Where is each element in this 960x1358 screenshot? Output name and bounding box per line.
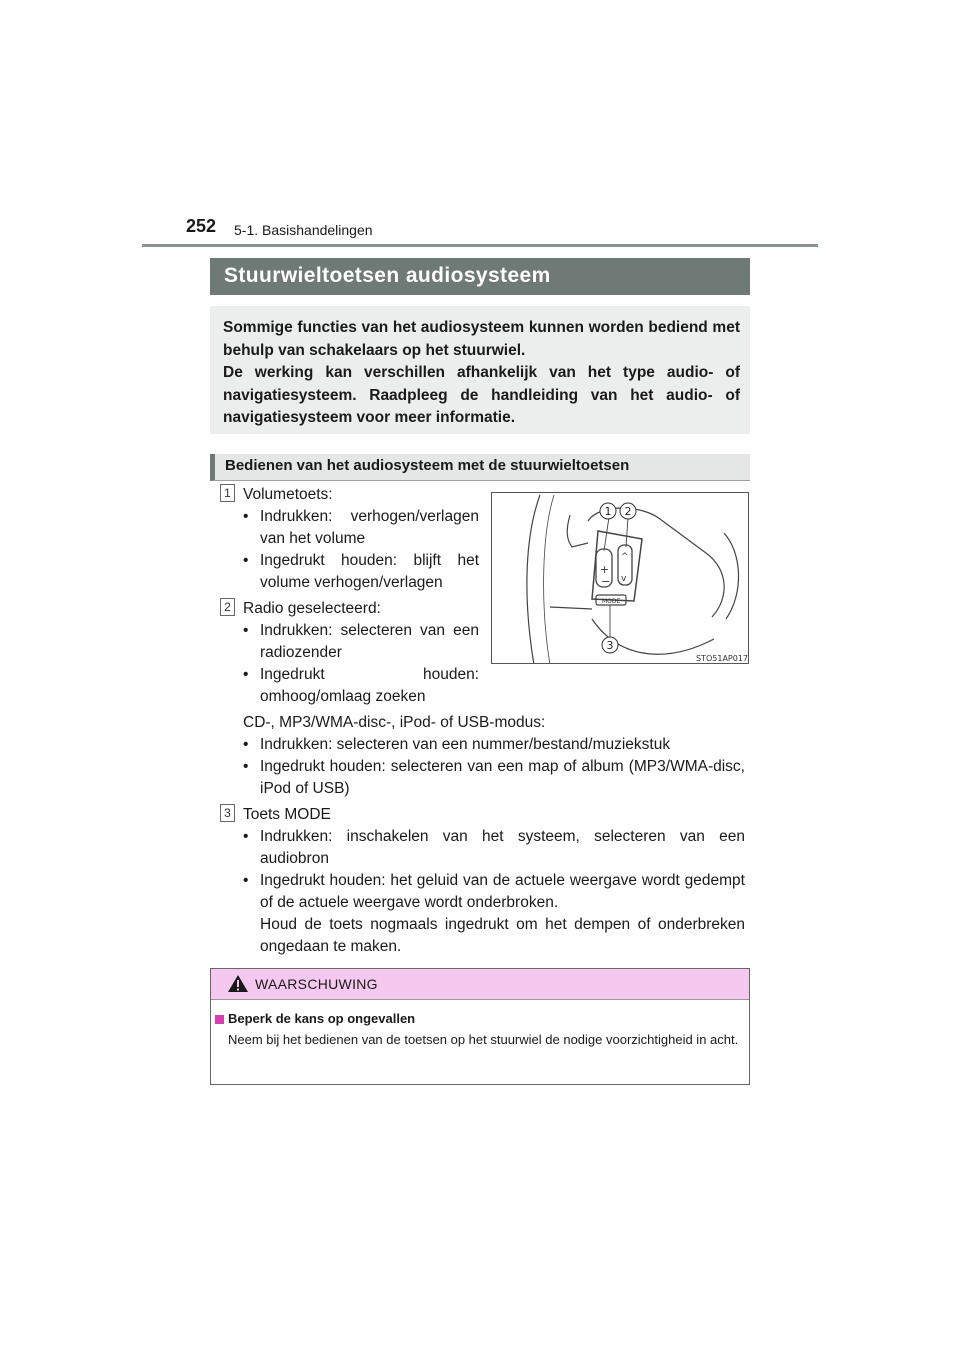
intro-box	[210, 306, 750, 434]
bullet-dot: •	[243, 666, 249, 683]
item-note: Houd de toets nogmaals ingedrukt om het dempen of onderbreken ongedaan te maken.	[260, 916, 745, 955]
bullet-dot: •	[243, 758, 249, 775]
warning-subtitle: Beperk de kans op ongevallen	[228, 1011, 416, 1026]
bullet-text: Ingedrukt houden: blijft het volume verhogen/verlagen	[260, 552, 479, 591]
bullet-text: Indrukken: selecteren van een nummer/bestand/muziekstuk	[260, 736, 671, 753]
warning-square-icon	[215, 1015, 224, 1024]
steering-wheel-figure	[491, 492, 749, 664]
callout-number: 1	[604, 505, 612, 518]
item-title: Toets MODE	[243, 806, 331, 823]
bullet-dot: •	[243, 828, 249, 845]
bullet-dot: •	[243, 736, 249, 753]
page-number: 252	[186, 216, 217, 236]
bullet-text: Indrukken: verhogen/verlagen van het volume	[260, 508, 479, 547]
warning-header	[211, 969, 749, 1000]
chevron-up-icon: ^	[621, 552, 629, 562]
warning-triangle-icon	[227, 974, 249, 993]
mode-label: MODE	[602, 598, 621, 605]
list-item	[243, 870, 745, 914]
bullet-text: Ingedrukt houden: het geluid van de actuele weergave wordt gedempt of de actuele weergave wordt onderbroken.	[260, 872, 745, 911]
leader-line-2	[626, 517, 628, 547]
hub-outline-right	[706, 553, 724, 617]
item-title: Radio geselecteerd:	[243, 600, 381, 617]
page-title: Stuurwieltoetsen audiosysteem	[210, 258, 750, 295]
intro-line-2: De werking kan verschillen afhankelijk van het type audio- of navigatiesysteem. Raadpleeg de handleiding van het audio- of navigatiesysteem voor meer informatie.	[223, 364, 740, 427]
wheel-spoke-line	[567, 515, 588, 547]
warning-text: Neem bij het bedienen van de toetsen op het stuurwiel de nodige voorzichtigheid in acht.	[228, 1032, 739, 1047]
steering-wheel-illustration	[492, 493, 749, 664]
bullet-text: Indrukken: selecteren van een radiozender	[260, 622, 479, 661]
item-number-icon: 1	[220, 484, 235, 502]
section-subheading: Bedienen van het audiosysteem met de stuurwieltoetsen	[210, 454, 750, 481]
list-item	[243, 506, 479, 550]
callout-number: 2	[624, 505, 632, 518]
figure-code: STO51AP017	[696, 654, 749, 663]
list-item	[243, 620, 479, 664]
intro-line-1: Sommige functies van het audiosysteem kunnen worden bediend met behulp van schakelaars op het stuurwiel.	[223, 319, 740, 359]
section-reference: 5-1. Basishandelingen	[234, 222, 373, 238]
bullet-dot: •	[243, 872, 249, 889]
leader-line-1	[604, 517, 609, 551]
header-rule	[142, 244, 818, 247]
bullet-text: Ingedrukt houden: omhoog/omlaag zoeken	[260, 666, 479, 705]
item-title: Volumetoets:	[243, 486, 333, 503]
wheel-right-curve	[724, 533, 739, 619]
item-number-icon: 2	[220, 598, 235, 616]
wheel-rim-line	[527, 495, 540, 664]
list-item	[243, 550, 479, 594]
bullet-dot: •	[243, 552, 249, 569]
warning-box	[210, 968, 750, 1085]
chevron-down-icon: v	[621, 574, 627, 584]
warning-title: WAARSCHUWING	[255, 976, 378, 992]
bullet-text: Indrukken: inschakelen van het systeem, selecteren van een audiobron	[260, 828, 745, 867]
list-item	[243, 734, 745, 756]
list-item	[243, 826, 745, 870]
item-subtitle: CD-, MP3/WMA-disc-, iPod- of USB-modus:	[243, 714, 546, 731]
wheel-rim-inner-line	[544, 495, 554, 664]
list-item	[243, 664, 479, 708]
list-item	[243, 756, 745, 800]
bullet-dot: •	[243, 622, 249, 639]
wheel-spoke-lower-line	[550, 607, 592, 609]
item-number-icon: 3	[220, 804, 235, 822]
bullet-text: Ingedrukt houden: selecteren van een map of album (MP3/WMA-disc, iPod of USB)	[260, 758, 745, 797]
plus-icon: +	[600, 563, 610, 576]
minus-icon: −	[601, 575, 611, 588]
callout-number: 3	[606, 639, 614, 652]
bullet-dot: •	[243, 508, 249, 525]
